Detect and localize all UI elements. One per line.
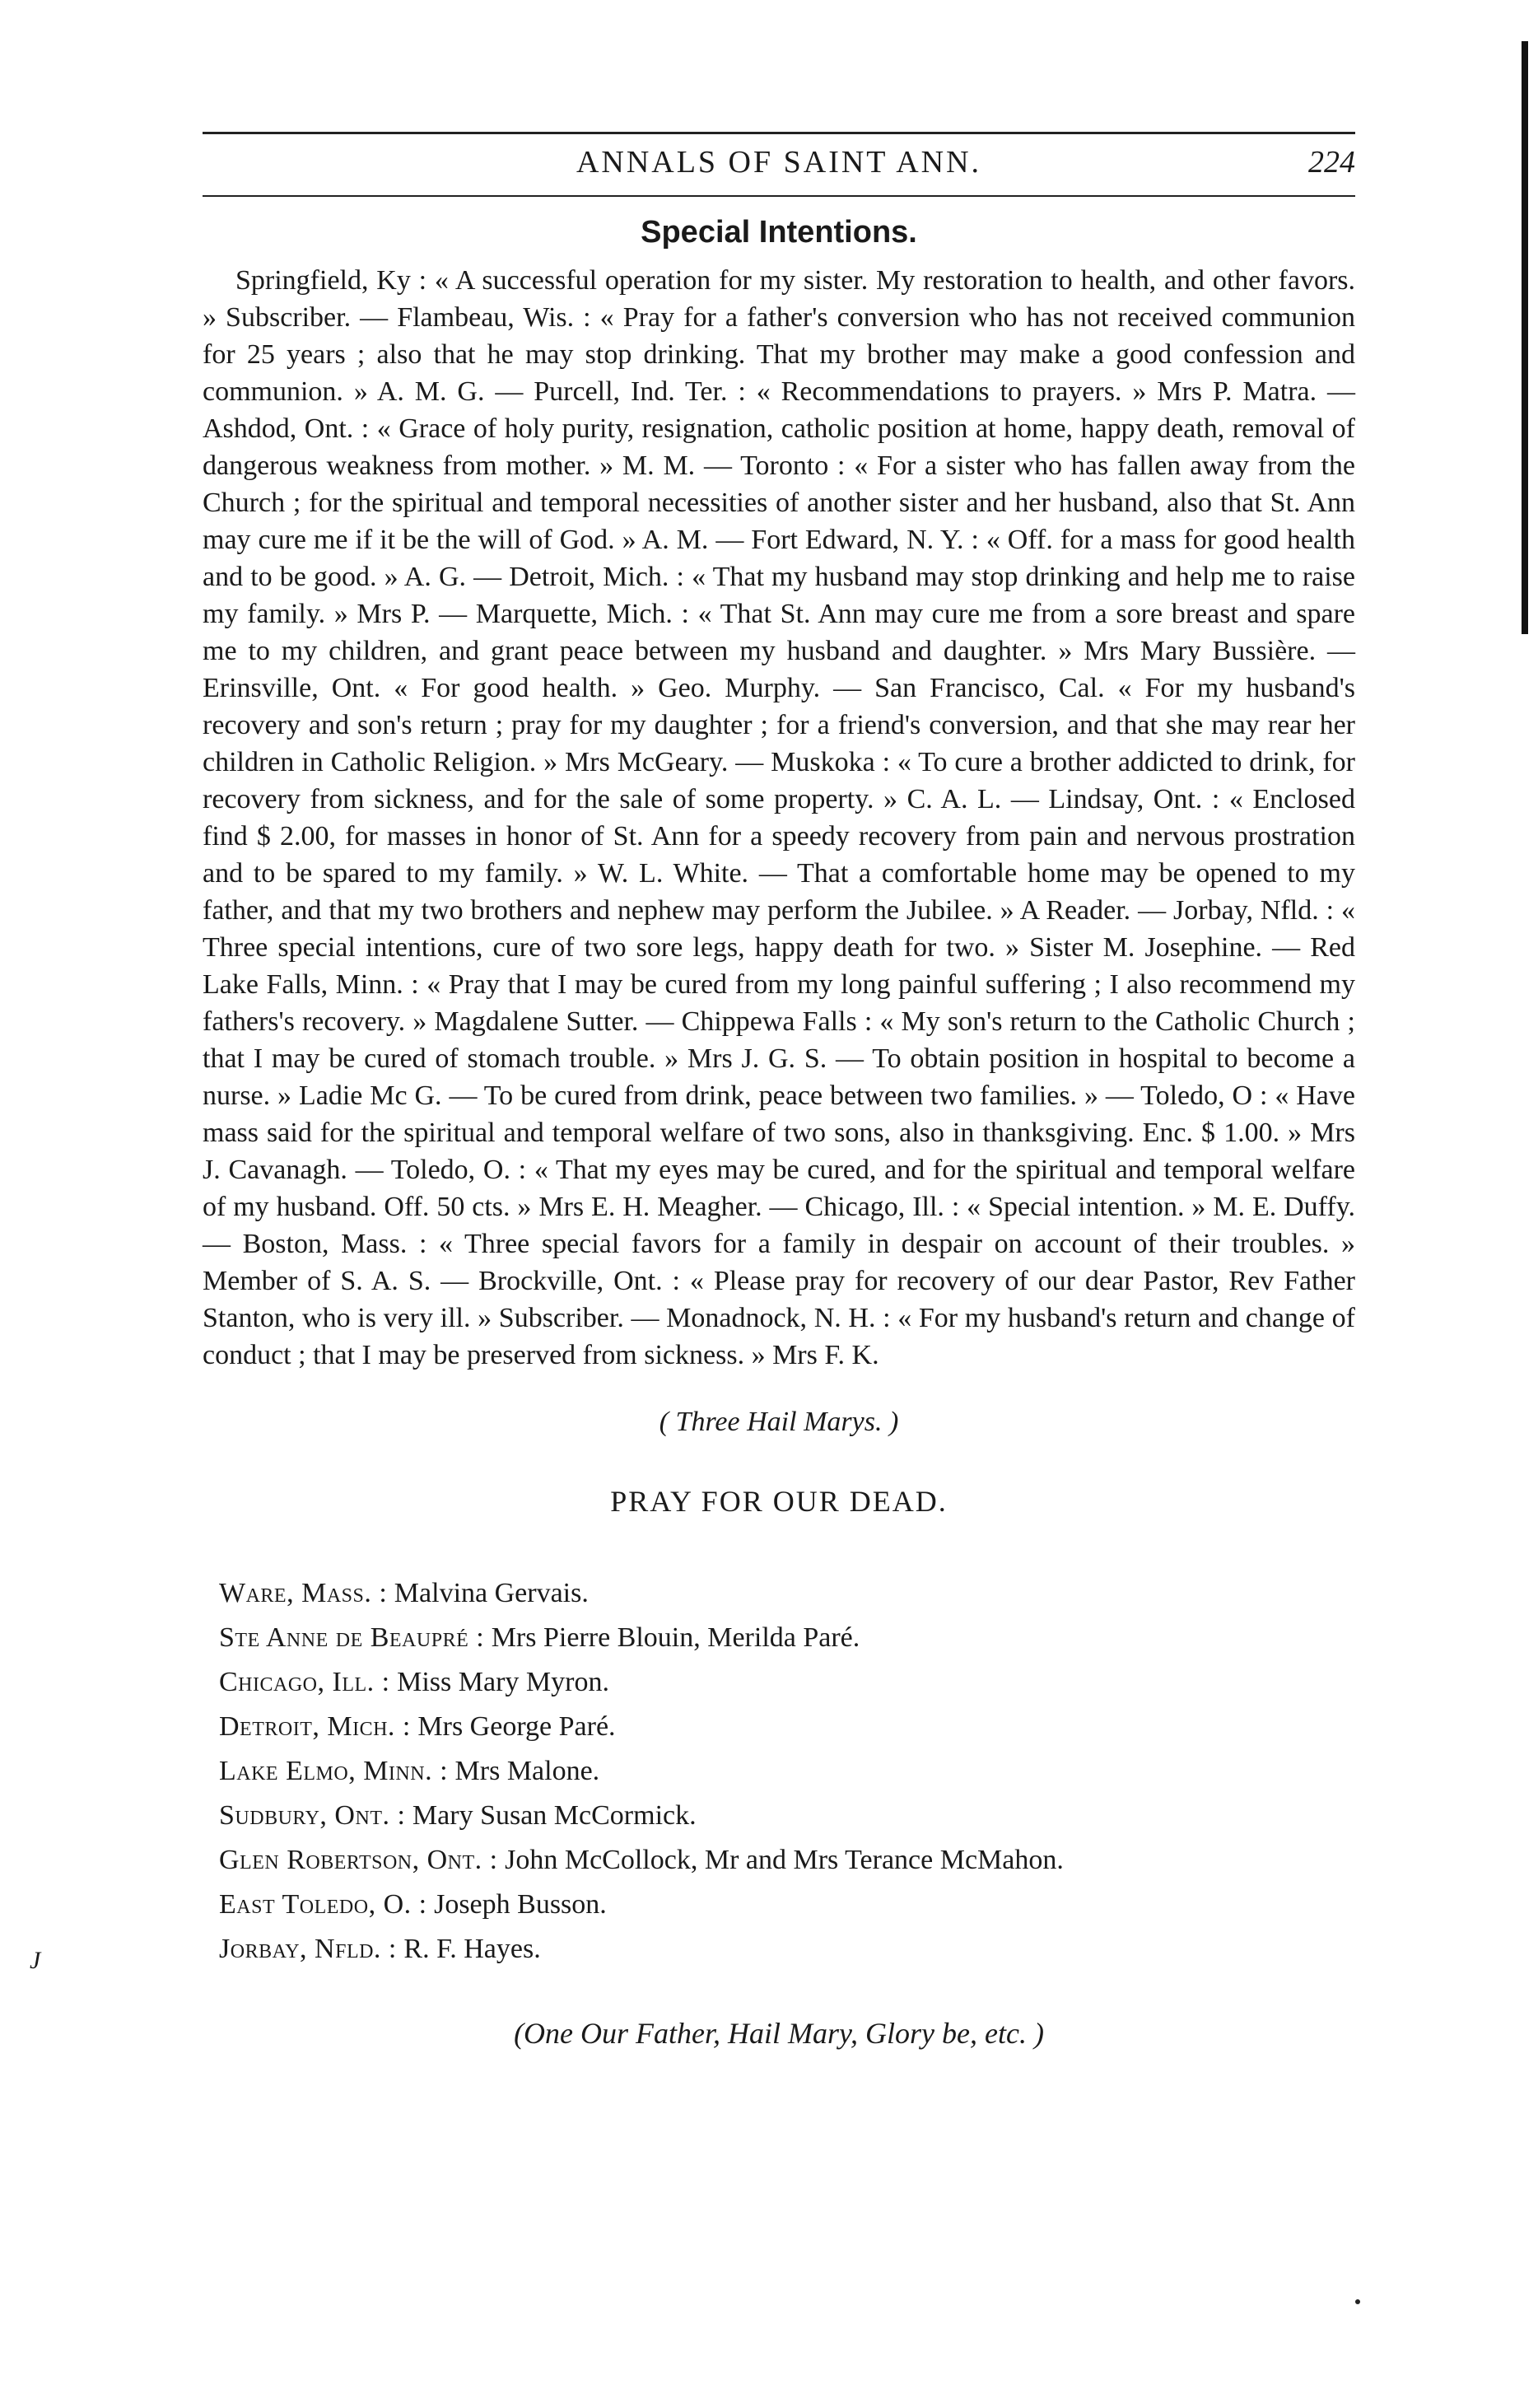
intentions-closing: ( Three Hail Marys. ) bbox=[659, 1407, 899, 1437]
scan-edge-bar bbox=[1522, 41, 1528, 634]
dead-entry bbox=[219, 1749, 1355, 1794]
dead-entry-names: Mrs Malone. bbox=[454, 1756, 600, 1786]
dead-entry-names: R. F. Hayes. bbox=[403, 1934, 541, 1964]
page bbox=[203, 132, 1355, 2051]
dead-entry-names: Miss Mary Myron. bbox=[397, 1667, 609, 1697]
running-head bbox=[203, 134, 1355, 197]
page-number: 224 bbox=[1308, 145, 1355, 180]
dead-entry-place: Ste Anne de Beaupré : bbox=[219, 1622, 485, 1653]
dead-entry-place: East Toledo, O. : bbox=[219, 1889, 427, 1920]
pray-for-dead-title: PRAY FOR OUR DEAD. bbox=[610, 1485, 948, 1518]
dead-entry-place: Sudbury, Ont. : bbox=[219, 1800, 406, 1831]
dead-entry-place: Jorbay, Nfld. : bbox=[219, 1934, 397, 1964]
dead-entry-place: Glen Robertson, Ont. : bbox=[219, 1845, 498, 1875]
dead-entry-place: Lake Elmo, Minn. : bbox=[219, 1756, 449, 1786]
dead-entry bbox=[219, 1660, 1355, 1705]
margin-mark: J bbox=[30, 1947, 41, 1974]
dead-entry-place: Ware, Mass. : bbox=[219, 1578, 388, 1608]
dead-entry-names: John McCollock, Mr and Mrs Terance McMahon. bbox=[505, 1845, 1064, 1875]
dead-entry bbox=[219, 1705, 1355, 1749]
dead-entry-place: Chicago, Ill. : bbox=[219, 1667, 390, 1697]
dead-entry-names: Malvina Gervais. bbox=[394, 1578, 589, 1608]
special-intentions-body bbox=[203, 262, 1355, 1374]
special-intentions-title: Special Intentions. bbox=[641, 215, 917, 250]
final-prayer-note: (One Our Father, Hail Mary, Glory be, etc. ) bbox=[514, 2017, 1044, 2050]
dead-list bbox=[203, 1571, 1355, 1972]
dead-entry-names: Mary Susan McCormick. bbox=[412, 1800, 697, 1831]
dead-entry bbox=[219, 1571, 1355, 1616]
dead-entry-place: Detroit, Mich. : bbox=[219, 1711, 411, 1742]
intentions-paragraph: Springfield, Ky : « A successful operation for my sister. My restoration to health, and other favors. » Subscriber. — Flambeau, Wis. : « Pray for a father's conversion who has not received communion for 25 years ; also that he may stop drinking. That my brother may make a good confession and communion. » A. M. G. — Purcell, Ind. Ter. : « Recommendations to prayers. » Mrs P. Matra. — Ashdod, Ont. : « Grace of holy purity, resignation, catholic position at home, happy death, removal of dangerous weakness from mother. » M. M. — Toronto : « For a sister who has fallen away from the Church ; for the spiritual and temporal necessities of another sister and her husband, also that St. Ann may cure me if it be the will of God. » A. M. — Fort Edward, N. Y. : « Off. for a mass for good health and to be good. » A. G. — Detroit, Mich. : « That my husband may stop drinking and help me to raise my family. » Mrs P. — Marquette, Mich. : « That St. Ann may cure me from a sore breast and spare me to my children, and grant peace between my husband and daughter. » Mrs Mary Bussière. — Erinsville, Ont. « For good health. » Geo. Murphy. — San Francisco, Cal. « For my husband's recovery and son's return ; pray for my daughter ; for a friend's conversion, and that she may rear her children in Catholic Religion. » Mrs McGeary. — Muskoka : « To cure a brother addicted to drink, for recovery from sickness, and for the sale of some property. » C. A. L. — Lindsay, Ont. : « Enclosed find $ 2.00, for masses in honor of St. Ann for a speedy recovery from pain and nervous prostration and to be spared to my family. » W. L. White. — That a comfortable home may be opened to my father, and that my two brothers and nephew may perform the Jubilee. » A Reader. — Jorbay, Nfld. : « Three special intentions, cure of two sore legs, happy death for two. » Sister M. Josephine. — Red Lake Falls, Minn. : « Pray that I may be cured from my long painful suffering ; I also recommend my fathers's recovery. » Magdalene Sutter. — Chippewa Falls : « My son's return to the Catholic Church ; that I may be cured of stomach trouble. » Mrs J. G. S. — To obtain position in hospital to become a nurse. » Ladie Mc G. — To be cured from drink, peace between two families. » — Toledo, O : « Have mass said for the spiritual and temporal welfare of two sons, also in thanksgiving. Enc. $ 1.00. » Mrs J. Cavanagh. — Toledo, O. : « That my eyes may be cured, and for the spiritual and temporal welfare of my husband. Off. 50 cts. » Mrs E. H. Meagher. — Chicago, Ill. : « Special intention. » M. E. Duffy. — Boston, Mass. : « Three special favors for a family in despair on account of their troubles. » Member of S. A. S. — Brockville, Ont. : « Please pray for recovery of our dear Pastor, Rev Father Stanton, who is very ill. » Subscriber. — Monadnock, N. H. : « For my husband's return and change of conduct ; that I may be preserved from sickness. » Mrs F. K. bbox=[203, 265, 1355, 1370]
dead-entry bbox=[219, 1838, 1355, 1883]
dead-entry-names: Mrs Pierre Blouin, Merilda Paré. bbox=[491, 1622, 860, 1653]
dead-entry-names: Joseph Busson. bbox=[434, 1889, 607, 1920]
dead-entry bbox=[219, 1616, 1355, 1660]
dead-entry bbox=[219, 1794, 1355, 1838]
dead-entry bbox=[219, 1927, 1355, 1972]
dead-entry bbox=[219, 1883, 1355, 1927]
journal-title: ANNALS OF SAINT ANN. bbox=[576, 145, 982, 180]
dead-entry-names: Mrs George Paré. bbox=[417, 1711, 616, 1742]
ink-speck bbox=[1355, 2299, 1360, 2304]
